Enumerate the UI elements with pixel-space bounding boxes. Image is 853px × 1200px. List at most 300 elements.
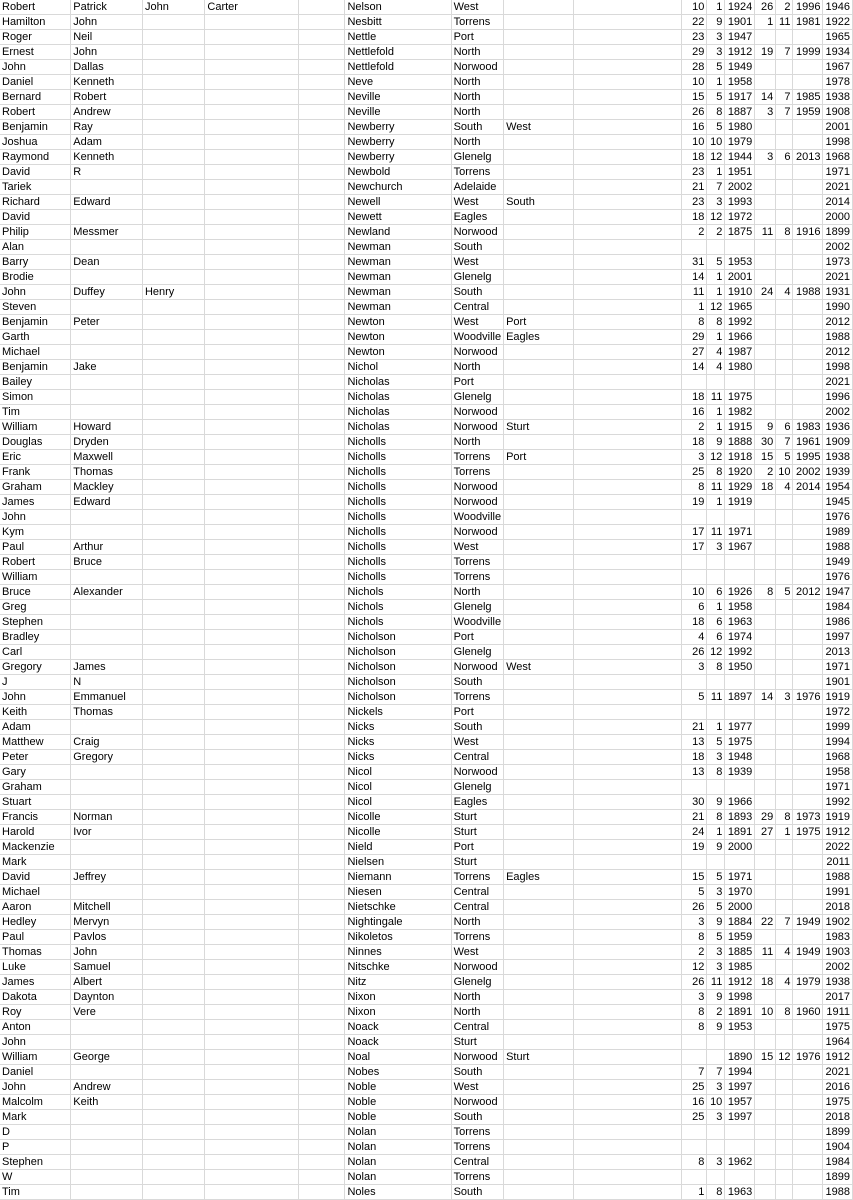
cell-second-name[interactable]: Duffey [71, 285, 143, 300]
cell-spacer-col[interactable] [573, 810, 682, 825]
cell-second-name[interactable] [71, 645, 143, 660]
cell-second-club[interactable] [504, 165, 573, 180]
cell-debut-year[interactable]: 1934 [823, 45, 853, 60]
cell-death-year[interactable] [793, 525, 823, 540]
cell-spacer-col[interactable] [573, 975, 682, 990]
cell-birth-month[interactable]: 9 [707, 840, 725, 855]
cell-blank-col[interactable] [299, 795, 345, 810]
cell-third-name[interactable] [142, 600, 204, 615]
cell-birth-year[interactable]: 2000 [725, 840, 755, 855]
cell-fourth-name[interactable] [205, 1110, 299, 1125]
cell-third-name[interactable] [142, 1140, 204, 1155]
cell-debut-year[interactable]: 1992 [823, 795, 853, 810]
cell-spacer-col[interactable] [573, 720, 682, 735]
cell-fourth-name[interactable] [205, 285, 299, 300]
cell-third-name[interactable] [142, 225, 204, 240]
cell-third-name[interactable] [142, 960, 204, 975]
cell-fourth-name[interactable] [205, 1065, 299, 1080]
cell-birth-month[interactable] [707, 570, 725, 585]
cell-second-club[interactable] [504, 540, 573, 555]
cell-debut-year[interactable]: 1973 [823, 255, 853, 270]
cell-death-month[interactable] [776, 600, 793, 615]
cell-birth-month[interactable]: 5 [707, 90, 725, 105]
cell-first-name[interactable]: John [0, 60, 71, 75]
cell-third-name[interactable] [142, 585, 204, 600]
cell-second-club[interactable] [504, 960, 573, 975]
cell-blank-col[interactable] [299, 675, 345, 690]
cell-surname[interactable]: Nicolle [345, 825, 451, 840]
cell-first-name[interactable]: Roger [0, 30, 71, 45]
cell-club[interactable]: Norwood [451, 225, 504, 240]
cell-birth-day[interactable] [682, 1035, 707, 1050]
cell-birth-month[interactable] [707, 855, 725, 870]
cell-death-month[interactable] [776, 720, 793, 735]
cell-death-day[interactable] [755, 1095, 776, 1110]
cell-death-day[interactable] [755, 615, 776, 630]
cell-birth-day[interactable] [682, 1125, 707, 1140]
cell-birth-year[interactable]: 1887 [725, 105, 755, 120]
cell-death-day[interactable] [755, 630, 776, 645]
cell-debut-year[interactable]: 2000 [823, 210, 853, 225]
cell-spacer-col[interactable] [573, 300, 682, 315]
cell-debut-year[interactable]: 1931 [823, 285, 853, 300]
cell-surname[interactable]: Niesen [345, 885, 451, 900]
cell-death-year[interactable] [793, 1185, 823, 1200]
cell-first-name[interactable]: Graham [0, 780, 71, 795]
cell-first-name[interactable]: Benjamin [0, 360, 71, 375]
cell-fourth-name[interactable] [205, 105, 299, 120]
cell-debut-year[interactable]: 2012 [823, 345, 853, 360]
cell-second-club[interactable]: South [504, 195, 573, 210]
cell-second-name[interactable] [71, 1110, 143, 1125]
cell-club[interactable]: Torrens [451, 1140, 504, 1155]
cell-surname[interactable]: Nightingale [345, 915, 451, 930]
cell-death-year[interactable]: 1976 [793, 1050, 823, 1065]
cell-fourth-name[interactable] [205, 360, 299, 375]
cell-death-year[interactable] [793, 495, 823, 510]
cell-birth-day[interactable]: 21 [682, 810, 707, 825]
cell-third-name[interactable] [142, 180, 204, 195]
cell-birth-month[interactable]: 12 [707, 150, 725, 165]
cell-death-year[interactable]: 1979 [793, 975, 823, 990]
cell-spacer-col[interactable] [573, 495, 682, 510]
cell-birth-day[interactable]: 18 [682, 615, 707, 630]
cell-fourth-name[interactable] [205, 900, 299, 915]
cell-death-day[interactable] [755, 525, 776, 540]
cell-first-name[interactable]: James [0, 975, 71, 990]
cell-death-year[interactable] [793, 1125, 823, 1140]
cell-birth-year[interactable]: 1997 [725, 1080, 755, 1095]
cell-death-year[interactable] [793, 300, 823, 315]
cell-surname[interactable]: Nicholson [345, 630, 451, 645]
cell-club[interactable]: South [451, 675, 504, 690]
cell-second-club[interactable] [504, 1125, 573, 1140]
cell-club[interactable]: North [451, 135, 504, 150]
cell-death-year[interactable] [793, 795, 823, 810]
cell-blank-col[interactable] [299, 600, 345, 615]
cell-death-month[interactable] [776, 930, 793, 945]
cell-spacer-col[interactable] [573, 750, 682, 765]
cell-fourth-name[interactable] [205, 150, 299, 165]
cell-blank-col[interactable] [299, 825, 345, 840]
cell-death-month[interactable]: 4 [776, 975, 793, 990]
cell-spacer-col[interactable] [573, 1035, 682, 1050]
cell-blank-col[interactable] [299, 315, 345, 330]
cell-debut-year[interactable]: 2021 [823, 1065, 853, 1080]
cell-club[interactable]: Torrens [451, 465, 504, 480]
cell-blank-col[interactable] [299, 435, 345, 450]
cell-third-name[interactable] [142, 660, 204, 675]
cell-debut-year[interactable]: 1964 [823, 1035, 853, 1050]
cell-fourth-name[interactable] [205, 300, 299, 315]
cell-blank-col[interactable] [299, 360, 345, 375]
cell-death-month[interactable] [776, 165, 793, 180]
cell-birth-day[interactable]: 18 [682, 435, 707, 450]
cell-birth-year[interactable]: 1980 [725, 120, 755, 135]
cell-blank-col[interactable] [299, 960, 345, 975]
cell-second-club[interactable] [504, 105, 573, 120]
cell-club[interactable]: West [451, 540, 504, 555]
cell-birth-year[interactable]: 1971 [725, 870, 755, 885]
cell-death-month[interactable]: 8 [776, 1005, 793, 1020]
cell-second-club[interactable] [504, 480, 573, 495]
cell-death-year[interactable]: 1949 [793, 915, 823, 930]
cell-second-club[interactable]: Sturt [504, 1050, 573, 1065]
cell-surname[interactable]: Newman [345, 285, 451, 300]
cell-birth-month[interactable]: 8 [707, 765, 725, 780]
cell-club[interactable]: Port [451, 30, 504, 45]
cell-surname[interactable]: Newbold [345, 165, 451, 180]
cell-third-name[interactable] [142, 690, 204, 705]
cell-spacer-col[interactable] [573, 195, 682, 210]
cell-death-day[interactable]: 24 [755, 285, 776, 300]
cell-spacer-col[interactable] [573, 390, 682, 405]
cell-third-name[interactable] [142, 255, 204, 270]
cell-death-day[interactable] [755, 990, 776, 1005]
cell-blank-col[interactable] [299, 30, 345, 45]
cell-second-club[interactable] [504, 1065, 573, 1080]
cell-second-club[interactable] [504, 600, 573, 615]
cell-second-club[interactable] [504, 1005, 573, 1020]
cell-debut-year[interactable]: 1922 [823, 15, 853, 30]
cell-second-name[interactable]: Vere [71, 1005, 143, 1020]
cell-birth-day[interactable]: 25 [682, 465, 707, 480]
cell-death-month[interactable]: 7 [776, 105, 793, 120]
cell-blank-col[interactable] [299, 900, 345, 915]
cell-birth-year[interactable]: 1890 [725, 1050, 755, 1065]
cell-blank-col[interactable] [299, 1110, 345, 1125]
cell-third-name[interactable] [142, 450, 204, 465]
cell-second-club[interactable] [504, 525, 573, 540]
cell-second-club[interactable] [504, 255, 573, 270]
cell-second-club[interactable] [504, 495, 573, 510]
cell-birth-year[interactable]: 1888 [725, 435, 755, 450]
cell-spacer-col[interactable] [573, 15, 682, 30]
cell-birth-month[interactable] [707, 1170, 725, 1185]
cell-first-name[interactable]: Matthew [0, 735, 71, 750]
cell-birth-month[interactable]: 6 [707, 630, 725, 645]
cell-blank-col[interactable] [299, 930, 345, 945]
cell-club[interactable]: North [451, 1005, 504, 1020]
cell-first-name[interactable]: Bernard [0, 90, 71, 105]
cell-spacer-col[interactable] [573, 615, 682, 630]
cell-second-name[interactable]: George [71, 1050, 143, 1065]
cell-second-club[interactable] [504, 0, 573, 15]
cell-third-name[interactable]: Henry [142, 285, 204, 300]
cell-death-year[interactable]: 2013 [793, 150, 823, 165]
cell-second-name[interactable] [71, 510, 143, 525]
cell-fourth-name[interactable] [205, 75, 299, 90]
cell-birth-month[interactable]: 8 [707, 1185, 725, 1200]
cell-second-name[interactable]: Albert [71, 975, 143, 990]
cell-first-name[interactable]: Tariek [0, 180, 71, 195]
cell-club[interactable]: Norwood [451, 420, 504, 435]
cell-second-name[interactable] [71, 300, 143, 315]
cell-third-name[interactable] [142, 420, 204, 435]
cell-blank-col[interactable] [299, 1080, 345, 1095]
cell-fourth-name[interactable] [205, 165, 299, 180]
cell-third-name[interactable] [142, 930, 204, 945]
cell-club[interactable]: Sturt [451, 855, 504, 870]
cell-spacer-col[interactable] [573, 60, 682, 75]
cell-first-name[interactable]: Luke [0, 960, 71, 975]
cell-debut-year[interactable]: 2016 [823, 1080, 853, 1095]
cell-birth-month[interactable]: 11 [707, 390, 725, 405]
cell-spacer-col[interactable] [573, 735, 682, 750]
cell-birth-day[interactable]: 22 [682, 15, 707, 30]
cell-blank-col[interactable] [299, 810, 345, 825]
cell-surname[interactable]: Nicholas [345, 390, 451, 405]
cell-club[interactable]: Torrens [451, 450, 504, 465]
cell-birth-month[interactable]: 9 [707, 15, 725, 30]
cell-second-club[interactable] [504, 465, 573, 480]
cell-second-name[interactable]: Peter [71, 315, 143, 330]
cell-club[interactable]: Torrens [451, 555, 504, 570]
cell-birth-day[interactable]: 10 [682, 75, 707, 90]
cell-third-name[interactable] [142, 1125, 204, 1140]
cell-surname[interactable]: Nelson [345, 0, 451, 15]
cell-debut-year[interactable]: 1968 [823, 150, 853, 165]
cell-second-club[interactable] [504, 855, 573, 870]
cell-birth-year[interactable]: 1951 [725, 165, 755, 180]
cell-death-year[interactable]: 1981 [793, 15, 823, 30]
cell-third-name[interactable] [142, 1185, 204, 1200]
cell-death-day[interactable] [755, 315, 776, 330]
cell-birth-day[interactable]: 16 [682, 405, 707, 420]
cell-death-month[interactable] [776, 210, 793, 225]
cell-club[interactable]: Glenelg [451, 600, 504, 615]
cell-blank-col[interactable] [299, 1020, 345, 1035]
cell-blank-col[interactable] [299, 135, 345, 150]
cell-death-day[interactable] [755, 165, 776, 180]
cell-death-day[interactable] [755, 180, 776, 195]
cell-debut-year[interactable]: 1908 [823, 105, 853, 120]
cell-spacer-col[interactable] [573, 885, 682, 900]
cell-death-month[interactable]: 3 [776, 690, 793, 705]
cell-club[interactable]: Woodville [451, 330, 504, 345]
cell-club[interactable]: Central [451, 1020, 504, 1035]
cell-death-year[interactable] [793, 1095, 823, 1110]
cell-second-club[interactable] [504, 720, 573, 735]
cell-spacer-col[interactable] [573, 930, 682, 945]
cell-birth-day[interactable]: 14 [682, 360, 707, 375]
cell-surname[interactable]: Nichols [345, 585, 451, 600]
cell-blank-col[interactable] [299, 195, 345, 210]
cell-second-club[interactable] [504, 1080, 573, 1095]
cell-birth-month[interactable]: 3 [707, 1110, 725, 1125]
cell-club[interactable]: Woodville [451, 615, 504, 630]
cell-death-year[interactable] [793, 750, 823, 765]
cell-fourth-name[interactable] [205, 1035, 299, 1050]
cell-death-year[interactable] [793, 180, 823, 195]
cell-birth-day[interactable]: 29 [682, 330, 707, 345]
cell-birth-year[interactable]: 1875 [725, 225, 755, 240]
cell-birth-year[interactable]: 1982 [725, 405, 755, 420]
cell-birth-month[interactable]: 5 [707, 930, 725, 945]
cell-second-name[interactable]: Pavlos [71, 930, 143, 945]
cell-birth-year[interactable]: 1919 [725, 495, 755, 510]
cell-spacer-col[interactable] [573, 120, 682, 135]
cell-death-day[interactable] [755, 540, 776, 555]
cell-surname[interactable]: Nicholson [345, 675, 451, 690]
cell-death-year[interactable]: 1916 [793, 225, 823, 240]
cell-third-name[interactable] [142, 60, 204, 75]
cell-death-day[interactable] [755, 1140, 776, 1155]
cell-birth-year[interactable]: 1912 [725, 45, 755, 60]
cell-third-name[interactable] [142, 1065, 204, 1080]
cell-spacer-col[interactable] [573, 570, 682, 585]
cell-death-month[interactable] [776, 1125, 793, 1140]
cell-third-name[interactable] [142, 825, 204, 840]
cell-debut-year[interactable]: 1899 [823, 1125, 853, 1140]
cell-blank-col[interactable] [299, 300, 345, 315]
cell-birth-day[interactable]: 10 [682, 0, 707, 15]
cell-second-name[interactable] [71, 240, 143, 255]
cell-debut-year[interactable]: 1946 [823, 0, 853, 15]
cell-birth-year[interactable]: 1965 [725, 300, 755, 315]
cell-birth-year[interactable]: 1918 [725, 450, 755, 465]
cell-blank-col[interactable] [299, 915, 345, 930]
cell-first-name[interactable]: Robert [0, 0, 71, 15]
cell-death-year[interactable] [793, 615, 823, 630]
cell-first-name[interactable]: William [0, 420, 71, 435]
cell-fourth-name[interactable] [205, 120, 299, 135]
cell-third-name[interactable] [142, 210, 204, 225]
cell-surname[interactable]: Nitz [345, 975, 451, 990]
cell-death-year[interactable] [793, 270, 823, 285]
cell-second-name[interactable]: Edward [71, 495, 143, 510]
cell-first-name[interactable]: Gary [0, 765, 71, 780]
cell-birth-year[interactable]: 1885 [725, 945, 755, 960]
cell-third-name[interactable] [142, 780, 204, 795]
cell-birth-year[interactable]: 1977 [725, 720, 755, 735]
cell-third-name[interactable] [142, 1170, 204, 1185]
cell-second-club[interactable] [504, 795, 573, 810]
cell-second-club[interactable] [504, 705, 573, 720]
cell-death-month[interactable] [776, 855, 793, 870]
cell-first-name[interactable]: Benjamin [0, 315, 71, 330]
cell-club[interactable]: Sturt [451, 810, 504, 825]
cell-blank-col[interactable] [299, 1005, 345, 1020]
cell-surname[interactable]: Nicol [345, 795, 451, 810]
cell-blank-col[interactable] [299, 1065, 345, 1080]
cell-club[interactable]: South [451, 240, 504, 255]
cell-third-name[interactable] [142, 90, 204, 105]
cell-fourth-name[interactable] [205, 570, 299, 585]
cell-death-month[interactable] [776, 1095, 793, 1110]
cell-surname[interactable]: Nicks [345, 720, 451, 735]
cell-birth-day[interactable]: 2 [682, 945, 707, 960]
cell-first-name[interactable]: John [0, 510, 71, 525]
cell-blank-col[interactable] [299, 630, 345, 645]
cell-first-name[interactable]: Dakota [0, 990, 71, 1005]
cell-second-club[interactable] [504, 630, 573, 645]
cell-death-month[interactable] [776, 1155, 793, 1170]
cell-debut-year[interactable]: 1912 [823, 1050, 853, 1065]
cell-spacer-col[interactable] [573, 840, 682, 855]
cell-debut-year[interactable]: 1988 [823, 540, 853, 555]
cell-second-club[interactable] [504, 930, 573, 945]
cell-third-name[interactable] [142, 435, 204, 450]
cell-first-name[interactable]: John [0, 285, 71, 300]
cell-second-name[interactable]: Andrew [71, 1080, 143, 1095]
cell-surname[interactable]: Nield [345, 840, 451, 855]
cell-birth-month[interactable]: 5 [707, 255, 725, 270]
cell-birth-year[interactable]: 1980 [725, 360, 755, 375]
cell-second-club[interactable] [504, 510, 573, 525]
cell-birth-month[interactable]: 3 [707, 750, 725, 765]
cell-surname[interactable]: Nixon [345, 990, 451, 1005]
cell-spacer-col[interactable] [573, 360, 682, 375]
cell-death-year[interactable]: 1976 [793, 690, 823, 705]
cell-first-name[interactable]: Kym [0, 525, 71, 540]
cell-blank-col[interactable] [299, 225, 345, 240]
cell-first-name[interactable]: Gregory [0, 660, 71, 675]
cell-fourth-name[interactable] [205, 705, 299, 720]
cell-birth-year[interactable]: 1944 [725, 150, 755, 165]
cell-birth-year[interactable]: 1992 [725, 645, 755, 660]
cell-third-name[interactable] [142, 675, 204, 690]
cell-first-name[interactable]: Aaron [0, 900, 71, 915]
cell-birth-month[interactable]: 2 [707, 1005, 725, 1020]
cell-death-month[interactable] [776, 840, 793, 855]
cell-death-day[interactable] [755, 795, 776, 810]
cell-surname[interactable]: Noack [345, 1020, 451, 1035]
cell-debut-year[interactable]: 1947 [823, 585, 853, 600]
cell-second-name[interactable]: Robert [71, 90, 143, 105]
cell-second-name[interactable] [71, 780, 143, 795]
cell-club[interactable]: Norwood [451, 660, 504, 675]
cell-surname[interactable]: Nicholls [345, 525, 451, 540]
cell-second-name[interactable]: Andrew [71, 105, 143, 120]
cell-surname[interactable]: Newton [345, 345, 451, 360]
cell-first-name[interactable]: J [0, 675, 71, 690]
cell-fourth-name[interactable] [205, 915, 299, 930]
cell-club[interactable]: South [451, 285, 504, 300]
cell-second-name[interactable]: James [71, 660, 143, 675]
cell-second-club[interactable] [504, 840, 573, 855]
cell-birth-year[interactable]: 1993 [725, 195, 755, 210]
cell-blank-col[interactable] [299, 855, 345, 870]
cell-death-month[interactable]: 6 [776, 420, 793, 435]
cell-third-name[interactable] [142, 1005, 204, 1020]
cell-fourth-name[interactable] [205, 195, 299, 210]
cell-second-name[interactable]: Craig [71, 735, 143, 750]
cell-spacer-col[interactable] [573, 870, 682, 885]
cell-second-name[interactable] [71, 270, 143, 285]
cell-third-name[interactable] [142, 1110, 204, 1125]
cell-surname[interactable]: Newett [345, 210, 451, 225]
